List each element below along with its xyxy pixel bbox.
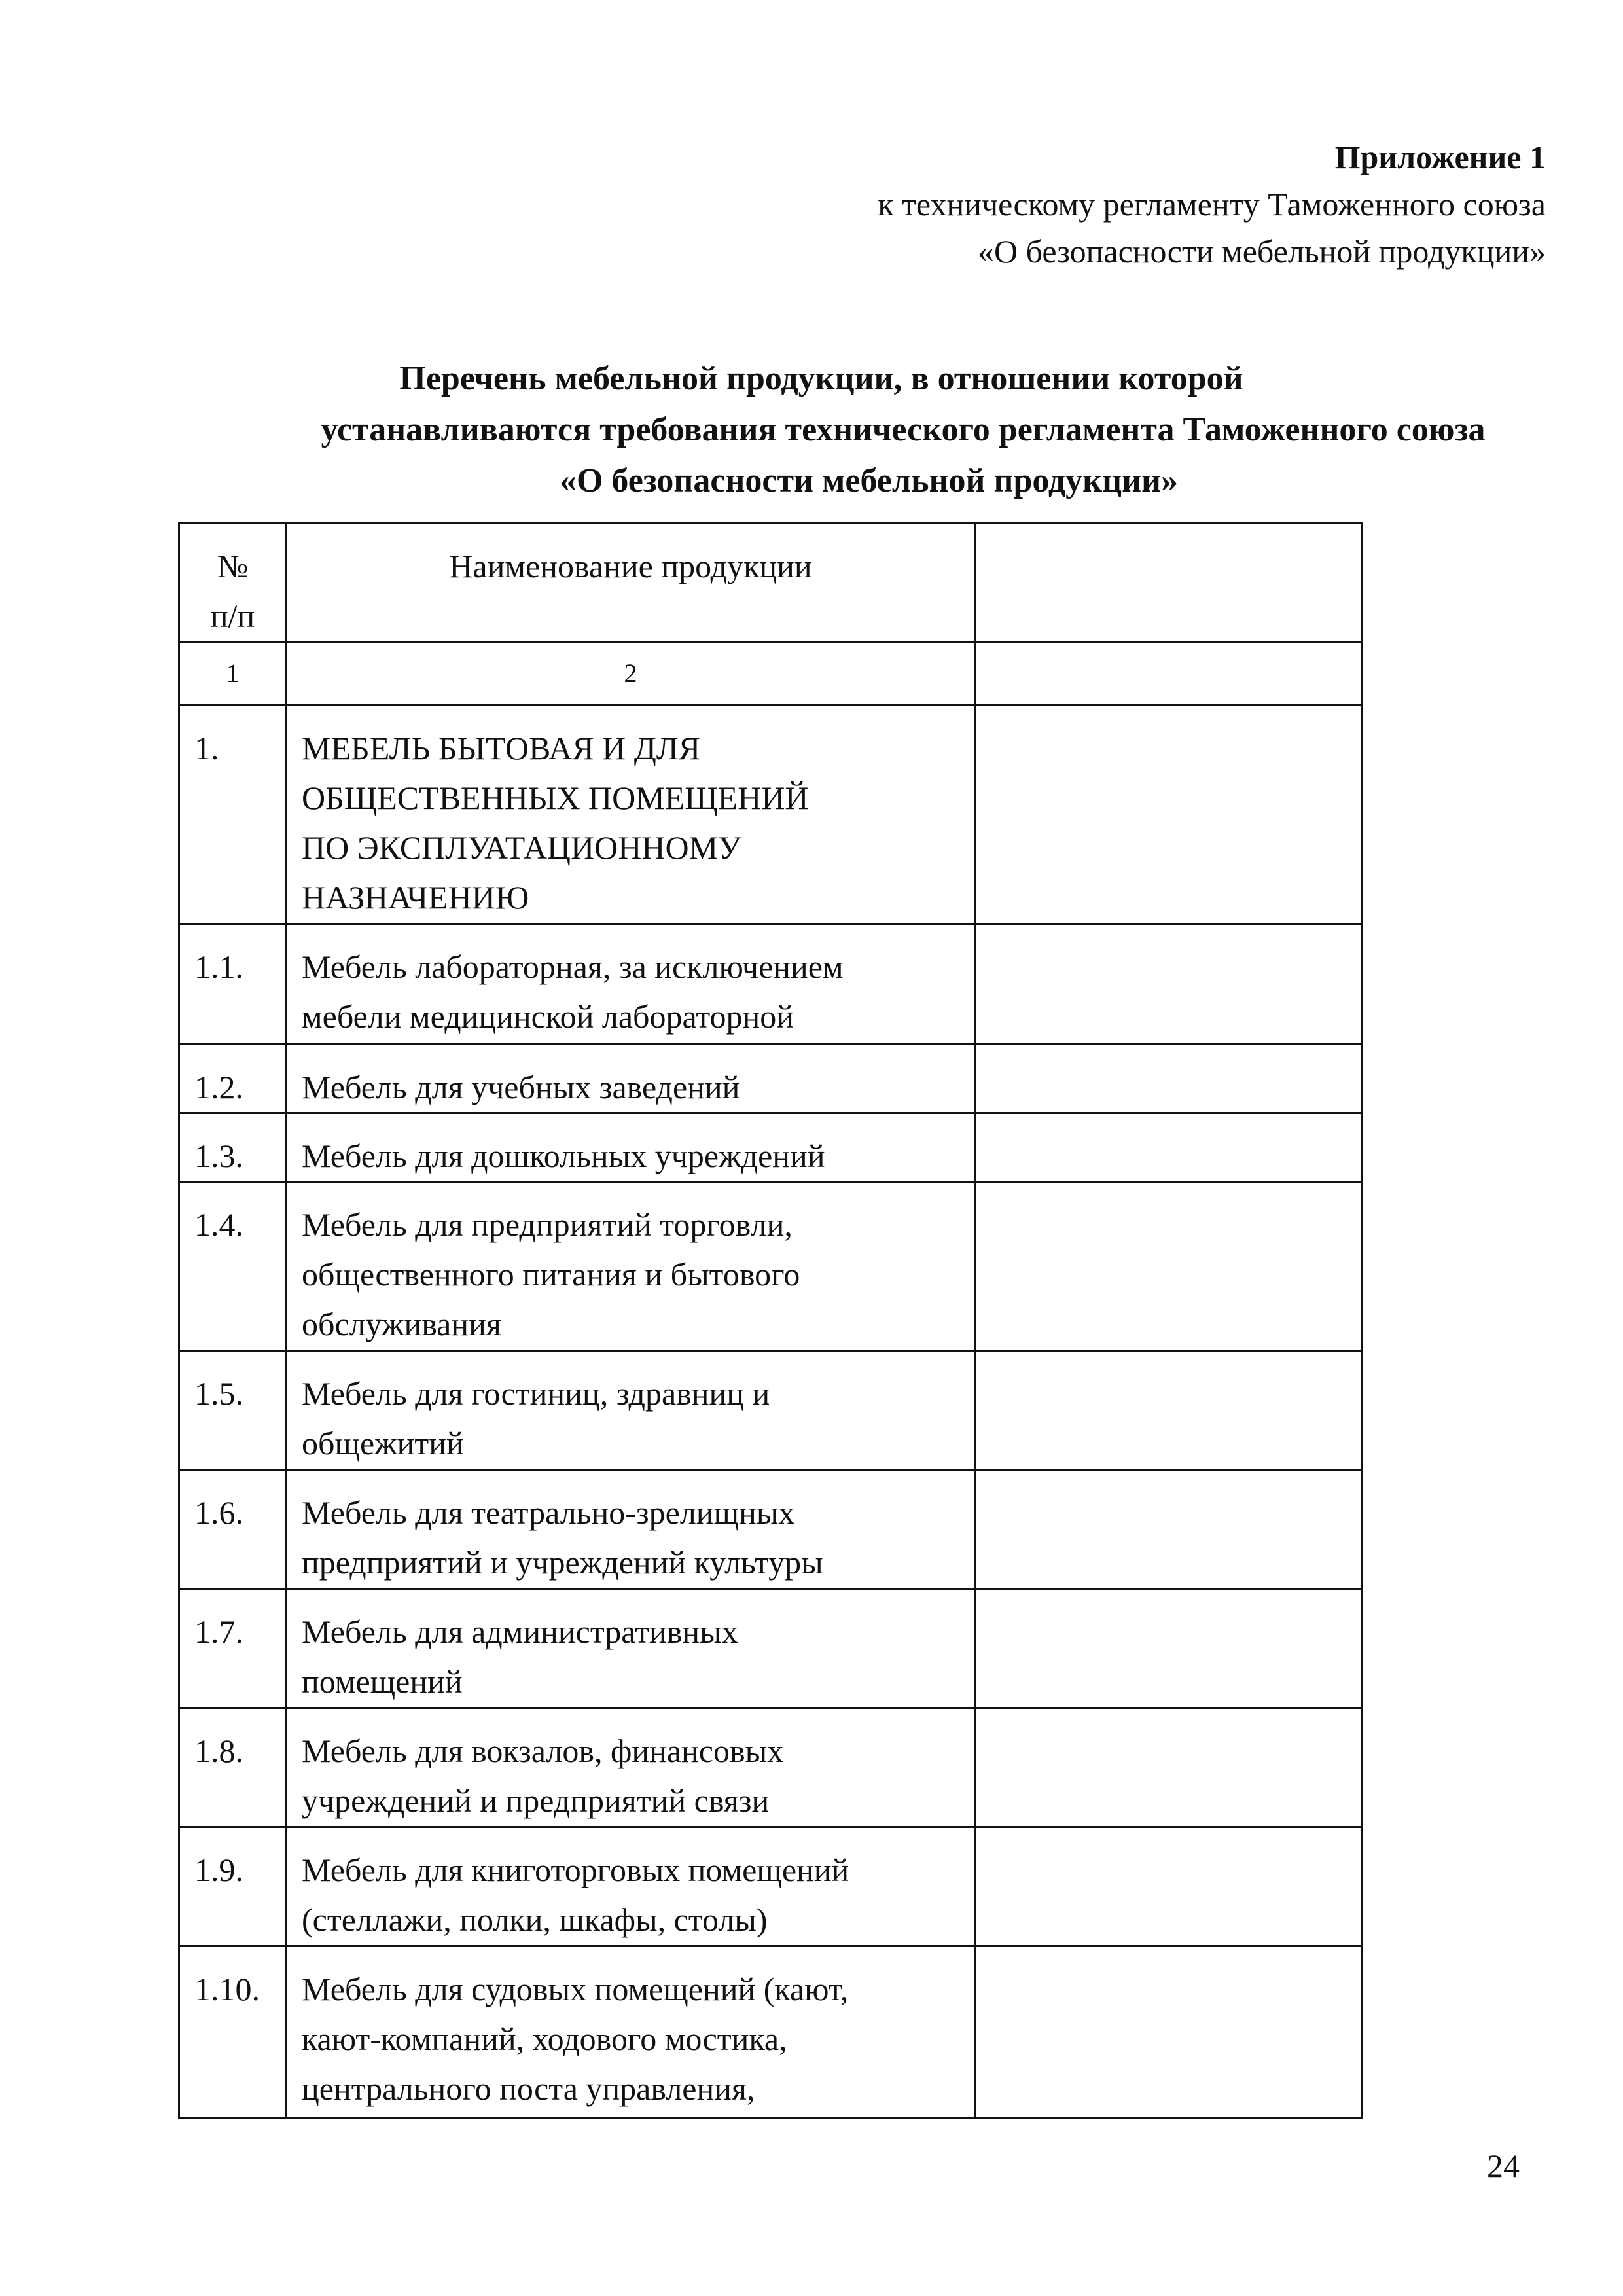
row-product-name — [287, 1045, 975, 1113]
product-name-line: центрального поста управления, — [302, 2070, 755, 2107]
table-row — [179, 1113, 1363, 1182]
product-name-line: обслуживания — [302, 1306, 501, 1342]
table-row — [179, 1708, 1363, 1827]
product-name-line: помещений — [302, 1663, 463, 1700]
document-title — [0, 353, 1623, 507]
product-name-line: Мебель для гостиниц, здравниц и — [302, 1375, 770, 1412]
row-empty-cell — [975, 706, 1363, 924]
product-name-line: кают-компаний, ходового мостика, — [302, 2020, 787, 2057]
row-number: 1.5. — [179, 1351, 287, 1470]
product-name-line: Мебель для книготорговых помещений — [302, 1852, 849, 1888]
product-name-line: предприятий и учреждений культуры — [302, 1544, 823, 1581]
row-empty-cell — [975, 1182, 1363, 1351]
row-number: 1.1. — [179, 924, 287, 1045]
appendix-title: Приложение 1 — [1334, 139, 1546, 175]
column-index-2: 2 — [287, 643, 975, 706]
table-row — [179, 1351, 1363, 1470]
row-product-name — [287, 924, 975, 1045]
row-number: 1.4. — [179, 1182, 287, 1351]
row-product-name — [287, 706, 975, 924]
row-number: 1.6. — [179, 1470, 287, 1589]
product-name-line: общежитий — [302, 1425, 464, 1462]
product-name-line: учреждений и предприятий связи — [302, 1782, 770, 1819]
product-name-line: Мебель для вокзалов, финансовых — [302, 1732, 784, 1769]
row-product-name — [287, 1470, 975, 1589]
product-name-line: Мебель для учебных заведений — [302, 1069, 740, 1105]
appendix-line-1: к техническому регламенту Таможенного союза — [878, 186, 1546, 223]
row-product-name — [287, 1589, 975, 1708]
table-row — [179, 1182, 1363, 1351]
table-row — [179, 1589, 1363, 1708]
row-empty-cell — [975, 1589, 1363, 1708]
product-name-line: Мебель для предприятий торговли, — [302, 1206, 793, 1243]
row-number: 1.2. — [179, 1045, 287, 1113]
document-title-line-3: «О безопасности мебельной продукции» — [559, 462, 1179, 499]
row-empty-cell — [975, 1946, 1363, 2118]
row-number: 1.3. — [179, 1113, 287, 1182]
table-header-row — [179, 524, 1363, 643]
document-title-line-2: устанавливаются требования технического регламента Таможенного союза — [321, 411, 1486, 448]
table-row — [179, 706, 1363, 924]
row-number: 1.9. — [179, 1827, 287, 1946]
row-product-name — [287, 1708, 975, 1827]
column-index-1: 1 — [179, 643, 287, 706]
row-product-name — [287, 1827, 975, 1946]
row-empty-cell — [975, 1351, 1363, 1470]
row-empty-cell — [975, 924, 1363, 1045]
row-product-name — [287, 1113, 975, 1182]
product-name-line: Мебель для судовых помещений (кают, — [302, 1971, 849, 2007]
row-empty-cell — [975, 1045, 1363, 1113]
header-name-cell — [287, 524, 975, 643]
document-title-line-1: Перечень мебельной продукции, в отношении которой — [399, 360, 1243, 397]
table-row — [179, 1827, 1363, 1946]
product-name-line: НАЗНАЧЕНИЮ — [302, 879, 529, 916]
row-number: 1.8. — [179, 1708, 287, 1827]
header-number-abbr: п/п — [210, 598, 255, 634]
product-name-line: (стеллажи, полки, шкафы, столы) — [302, 1901, 768, 1938]
column-index-row — [179, 643, 1363, 706]
appendix-line-2: «О безопасности мебельной продукции» — [978, 233, 1546, 270]
header-number-symbol: № — [217, 548, 249, 584]
row-empty-cell — [975, 1113, 1363, 1182]
product-name-line: Мебель лабораторная, за исключением — [302, 948, 844, 985]
row-number: 1.7. — [179, 1589, 287, 1708]
row-product-name — [287, 1182, 975, 1351]
product-name-line: Мебель для административных — [302, 1613, 738, 1650]
product-name-line: общественного питания и бытового — [302, 1256, 800, 1293]
table-row — [179, 1946, 1363, 2118]
product-name-line: ОБЩЕСТВЕННЫХ ПОМЕЩЕНИЙ — [302, 780, 809, 816]
header-number-cell — [179, 524, 287, 643]
row-product-name — [287, 1351, 975, 1470]
appendix-header — [878, 134, 1546, 275]
header-empty-cell — [975, 524, 1363, 643]
row-number: 1. — [179, 706, 287, 924]
product-name-line: мебели медицинской лабораторной — [302, 998, 794, 1035]
column-index-3 — [975, 643, 1363, 706]
row-product-name — [287, 1946, 975, 2118]
product-name-line: МЕБЕЛЬ БЫТОВАЯ И ДЛЯ — [302, 730, 701, 766]
table-row — [179, 1470, 1363, 1589]
products-table — [178, 522, 1363, 2119]
page-number: 24 — [1487, 2147, 1520, 2184]
product-name-line: ПО ЭКСПЛУАТАЦИОННОМУ — [302, 829, 741, 866]
table-row — [179, 924, 1363, 1045]
row-empty-cell — [975, 1827, 1363, 1946]
product-name-line: Мебель для театрально-зрелищных — [302, 1494, 795, 1531]
header-name-label: Наименование продукции — [449, 548, 812, 584]
row-number: 1.10. — [179, 1946, 287, 2118]
table-row — [179, 1045, 1363, 1113]
product-name-line: Мебель для дошкольных учреждений — [302, 1138, 825, 1174]
row-empty-cell — [975, 1708, 1363, 1827]
row-empty-cell — [975, 1470, 1363, 1589]
